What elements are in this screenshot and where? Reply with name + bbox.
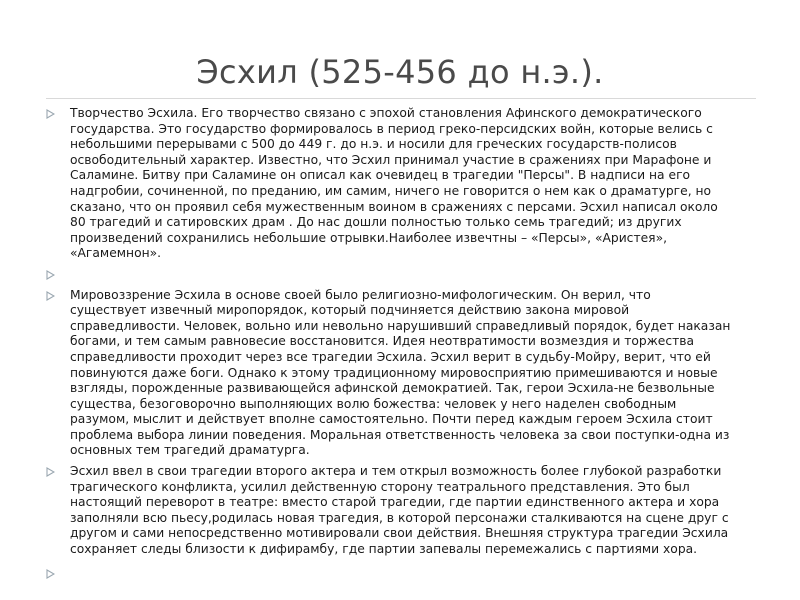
bullet-paragraph-3 (44, 464, 760, 558)
bullet-text-3: Мировоззрение Эсхила в основе своей было религиозно-мифологическим. Он верил, что существует извечный миропорядок, который подчиняется действию закона мировой справедливости. Человек, вольно или невольно нарушивший справедливый порядок, будет наказан богами, и тем самым равновесие восстановится. Идея неотвратимости возмездия и торжества справедливости проходит через все трагедии Эсхила. Эсхил верит в судьбу-Мойру, верит, что ей повинуются даже боги. Однако к этому традиционному мировосприятию примешиваются и новые взгляды, порожденные развивающейся афинской демократией. Так, герои Эсхила-не безвольные существа, безоговорочно выполняющих волю божества: человек у него наделен свободным разумом, мыслит и действует вполне самостоятельно. Почти перед каждым героем Эсхила стоит проблема выбора линии поведения. Моральная ответственность человека за свои поступки-одна из основных тем трагедий драматурга. (70, 287, 731, 458)
triangle-bullet-icon (44, 106, 70, 122)
bullet-text-4: Эсхил ввел в свои трагедии второго актера и тем открыл возможность более глубокой разработки трагического конфликта, усилил действенную сторону театрального представления. Это был настоящий переворот в театре: вместо старой трагедии, где партии единственного актера и хора заполняли всю пьесу,родилась новая трагедия, в которой персонажи сталкиваются на сцене друг с другом и сами непосредственно мотивировали свои действия. Внешняя структура трагедии Эсхила сохраняет следы близости к дифирамбу, где партии запевалы перемежались с партиями хора. (70, 464, 729, 557)
slide-body (44, 106, 760, 581)
triangle-bullet-icon (44, 566, 70, 582)
triangle-bullet-icon (44, 464, 70, 480)
bullet-text-1: Творчество Эсхила. Его творчество связано с эпохой становления Афинского демократического государства. Это государство формировалось в период греко-персидских войн, которые велись с небольшими перерывами с 500 до 449 г. до н.э. и носили для греческих государств-полисов освободительный характер. Известно, что Эсхил принимал участие в сражениях при Марафоне и Саламине. Битву при Саламине он описал как очевидец в трагедии "Персы". В надписи на его надгробии, сочиненной, по преданию, им самим, ничего не говорится о нем как о драматурге, но сказано, что он проявил себя мужественным воином в сражениях с персами. Эсхил написал около 80 трагедий и сатировских драм . До нас дошли полностью только семь трагедий; из других произведений сохранились небольшие отрывки.Наиболее извечтны – «Персы», «Аристея», «Агамемнон». (70, 106, 718, 261)
title-divider (46, 98, 756, 99)
bullet-empty-1 (44, 267, 760, 283)
bullet-paragraph-2 (44, 288, 760, 460)
triangle-bullet-icon (44, 267, 70, 283)
triangle-bullet-icon (44, 288, 70, 304)
bullet-paragraph-1 (44, 106, 760, 262)
slide-title: Эсхил (525-456 до н.э.). (196, 53, 604, 91)
bullet-empty-2 (44, 566, 760, 582)
